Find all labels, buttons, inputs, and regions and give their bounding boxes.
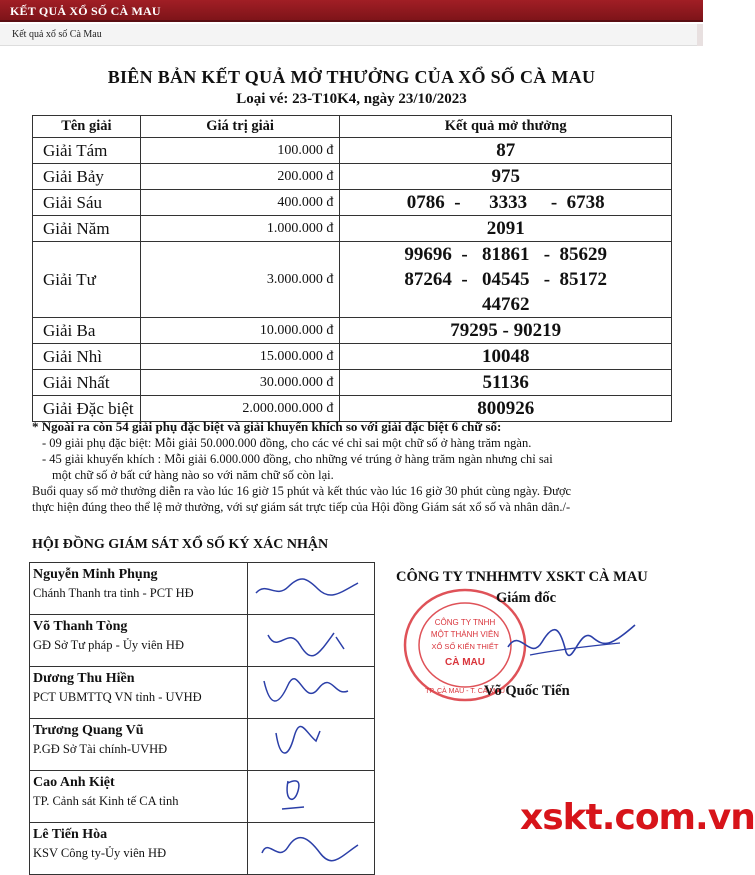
svg-text:TP. CÀ MAU - T. CÀ MAU: TP. CÀ MAU - T. CÀ MAU — [425, 688, 505, 695]
council-member — [30, 771, 248, 823]
result-line: 10048 — [481, 346, 530, 367]
prize-result — [340, 242, 672, 318]
svg-text:CÔNG TY TNHH: CÔNG TY TNHH — [434, 618, 496, 627]
member-signature — [248, 563, 375, 615]
prize-name: Giải Năm — [33, 216, 141, 242]
member-role: Chánh Thanh tra tỉnh - PCT HĐ — [33, 586, 194, 600]
member-signature — [248, 615, 375, 667]
notes — [32, 419, 682, 515]
table-row — [33, 164, 672, 190]
column-header: Kết quả mở thưởng — [340, 116, 672, 138]
prize-name: Giải Bảy — [33, 164, 141, 190]
note-line: Buổi quay số mở thưởng diễn ra vào lúc 16 giờ 15 phút và kết thúc vào lúc 16 giờ 30 phút cùng ngày. Được — [32, 484, 572, 498]
table-row — [33, 318, 672, 344]
prize-value: 400.000 đ — [140, 190, 340, 216]
member-role: KSV Công ty-Ủy viên HĐ — [33, 846, 167, 860]
note-line: một chữ số ở bất cứ hàng nào so với năm chữ số còn lại. — [52, 468, 334, 482]
prize-result — [340, 190, 672, 216]
table-row — [33, 190, 672, 216]
prize-name: Giải Nhì — [33, 344, 141, 370]
prize-value: 100.000 đ — [140, 138, 340, 164]
result-line: 99696 - 81861 - 85629 — [404, 244, 608, 265]
prize-result — [340, 344, 672, 370]
note-line: thực hiện đúng theo thể lệ mở thưởng, với sự giám sát trực tiếp của Hội đồng Giám sát xổ số và nhân dân./- — [32, 500, 571, 514]
table-row — [33, 242, 672, 318]
member-name: Trương Quang Vũ — [33, 723, 144, 738]
member-signature — [248, 823, 375, 875]
council-title: HỘI ĐỒNG GIÁM SÁT XỔ SỐ KÝ XÁC NHẬN — [32, 537, 329, 552]
breadcrumb — [0, 24, 703, 46]
result-line: 87 — [496, 140, 516, 161]
watermark-logo: xskt.com.vn — [520, 797, 755, 838]
result-line: 87264 - 04545 - 85172 — [404, 269, 608, 290]
member-name: Cao Anh Kiệt — [33, 775, 115, 790]
council-row — [30, 771, 375, 823]
director-title: Giám đốc — [496, 590, 557, 606]
prize-value: 15.000.000 đ — [140, 344, 340, 370]
result-line: 0786 - 3333 - 6738 — [406, 192, 605, 213]
council-row — [30, 563, 375, 615]
member-signature — [248, 719, 375, 771]
council-row — [30, 667, 375, 719]
member-signature — [248, 771, 375, 823]
council-member — [30, 719, 248, 771]
header-bar — [0, 0, 703, 22]
prize-value: 2.000.000.000 đ — [140, 396, 340, 422]
result-line: 44762 — [481, 294, 530, 315]
table-row — [33, 396, 672, 422]
prize-result — [340, 216, 672, 242]
result-line: 800926 — [477, 398, 535, 419]
table-row — [33, 216, 672, 242]
prize-value: 30.000.000 đ — [140, 370, 340, 396]
prize-name: Giải Đặc biệt — [33, 396, 141, 422]
member-name: Võ Thanh Tòng — [33, 619, 128, 634]
result-document — [0, 47, 755, 860]
director-signature — [500, 607, 640, 677]
scrollbar[interactable] — [697, 24, 703, 46]
prize-result — [340, 318, 672, 344]
svg-text:MỘT THÀNH VIÊN: MỘT THÀNH VIÊN — [430, 630, 500, 639]
prize-result — [340, 396, 672, 422]
prize-value: 10.000.000 đ — [140, 318, 340, 344]
column-header: Giá trị giải — [140, 116, 340, 138]
document-subtitle: Loại vé: 23-T10K4, ngày 23/10/2023 — [236, 91, 467, 107]
breadcrumb-link[interactable]: Kết quả xổ số Cà Mau — [12, 29, 102, 40]
prize-name: Giải Ba — [33, 318, 141, 344]
header-title: KẾT QUẢ XỔ SỐ CÀ MAU — [10, 4, 161, 18]
member-name: Lê Tiến Hòa — [33, 827, 108, 842]
note-main: * Ngoài ra còn 54 giải phụ đặc biệt và giải khuyến khích so với giải đặc biệt 6 chữ số: — [32, 419, 502, 434]
council-member — [30, 615, 248, 667]
member-role: GĐ Sở Tư pháp - Ủy viên HĐ — [33, 638, 184, 652]
prize-result — [340, 370, 672, 396]
table-row — [33, 370, 672, 396]
table-row — [33, 138, 672, 164]
prize-result — [340, 164, 672, 190]
prize-name: Giải Tư — [33, 242, 141, 318]
results-table — [32, 115, 672, 422]
prize-name: Giải Nhất — [33, 370, 141, 396]
table-header-row — [33, 116, 672, 138]
note-line: - 45 giải khuyến khích : Mỗi giải 6.000.000 đồng, cho những vé trúng ở hàng trăm ngàn nhưng chỉ sai — [42, 452, 553, 466]
member-role: TP. Cảnh sát Kinh tế CA tỉnh — [33, 794, 179, 808]
member-name: Dương Thu Hiền — [33, 671, 135, 686]
council-member — [30, 667, 248, 719]
table-row — [33, 344, 672, 370]
member-signature — [248, 667, 375, 719]
prize-value: 3.000.000 đ — [140, 242, 340, 318]
member-name: Nguyễn Minh Phụng — [33, 567, 158, 582]
result-line: 2091 — [486, 218, 525, 239]
document-title: BIÊN BẢN KẾT QUẢ MỞ THƯỞNG CỦA XỔ SỐ CÀ MAU — [107, 67, 596, 87]
column-header: Tên giải — [33, 116, 141, 138]
svg-text:CÀ MAU: CÀ MAU — [445, 657, 485, 668]
prize-name: Giải Tám — [33, 138, 141, 164]
result-line: 51136 — [482, 372, 529, 393]
result-line: 79295 - 90219 — [450, 320, 562, 341]
member-role: PCT UBMTTQ VN tỉnh - UVHĐ — [33, 690, 202, 704]
council-row — [30, 823, 375, 875]
director-name: Võ Quốc Tiến — [484, 683, 570, 699]
result-line: 975 — [491, 166, 520, 187]
svg-text:XỔ SỐ KIẾN THIẾT: XỔ SỐ KIẾN THIẾT — [431, 642, 499, 651]
prize-name: Giải Sáu — [33, 190, 141, 216]
company-name: CÔNG TY TNHHMTV XSKT CÀ MAU — [396, 569, 648, 585]
prize-value: 200.000 đ — [140, 164, 340, 190]
member-role: P.GĐ Sở Tài chính-UVHĐ — [33, 742, 168, 756]
council-member — [30, 823, 248, 875]
council-row — [30, 719, 375, 771]
council-table — [29, 562, 375, 875]
council-row — [30, 615, 375, 667]
prize-result — [340, 138, 672, 164]
council-member — [30, 563, 248, 615]
note-line: - 09 giải phụ đặc biệt: Mỗi giải 50.000.000 đồng, cho các vé chỉ sai một chữ số ở hàng trăm ngàn. — [42, 436, 532, 450]
prize-value: 1.000.000 đ — [140, 216, 340, 242]
